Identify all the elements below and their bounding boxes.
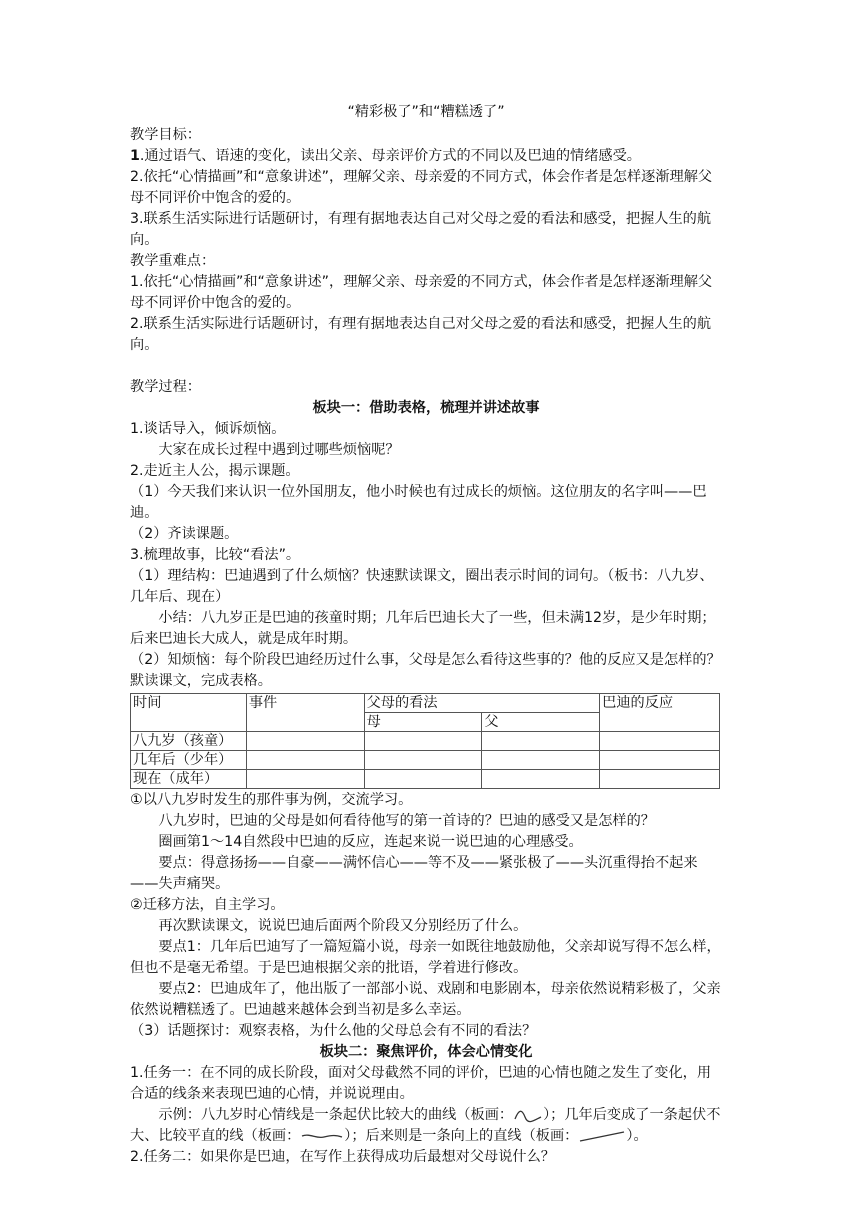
header-parents-view: 父母的看法: [364, 694, 600, 713]
example-text: ）。: [626, 1128, 648, 1144]
header-father: 父: [482, 713, 600, 732]
table-cell[interactable]: [482, 751, 600, 770]
table-cell[interactable]: [600, 732, 720, 751]
keypoint-item-2: 2.联系生活实际进行话题研讨，有理有据地表达自己对父母之爱的看法和感受，把握人生的航向。: [130, 316, 712, 353]
table-cell[interactable]: [364, 751, 482, 770]
document-page: [130, 102, 722, 1168]
step-2-part-2: （2）齐读课题。: [130, 526, 239, 542]
table-row: [131, 751, 720, 770]
example-text: ）；后来则是一条向上的直线（板画：: [344, 1128, 579, 1144]
block1-title: 板块一：借助表格，梳理并讲述故事: [312, 400, 540, 416]
keypoints-heading: 教学重难点：: [130, 253, 216, 269]
table-cell[interactable]: [364, 732, 482, 751]
example-text: ）；几年后变成了一条起伏不大、比较平直的线（板画：: [130, 1107, 721, 1144]
header-time: 时间: [131, 694, 247, 732]
step-1-question: 大家在成长过程中遇到过哪些烦恼呢？: [158, 442, 400, 458]
case-1-question: 八九岁时，巴迪的父母是如何看待他写的第一首诗的？巴迪的感受又是怎样的？: [158, 813, 655, 829]
case-2-keypoint-2: 要点2：巴迪成年了，他出版了一部部小说、戏剧和电影剧本，母亲依然说精彩极了，父亲依然说糟糕透了。巴迪越来越体会到当初是多么幸运。: [130, 981, 721, 1018]
case-2-task: 再次默读课文，说说巴迪后面两个阶段又分别经历了什么。: [158, 918, 528, 934]
rising-line-drawing: [578, 1129, 626, 1143]
row-time: 八九岁（孩童）: [131, 732, 247, 751]
table-cell[interactable]: [482, 732, 600, 751]
goal-item-2: 2.依托“心情描画”和“意象讲述”，理解父亲、母亲爱的不同方式，体会作者是怎样逐渐理解父母不同评价中饱含的爱的。: [130, 169, 713, 206]
case-2: ②迁移方法，自主学习。: [130, 897, 285, 913]
step-3-part-2: （2）知烦恼：每个阶段巴迪经历过什么事，父母是怎么看待这些事的？他的反应又是怎样的？默读课文，完成表格。: [130, 652, 721, 689]
story-table: [130, 693, 720, 789]
flat-curve-drawing: [300, 1130, 344, 1142]
table-cell[interactable]: [364, 770, 482, 789]
table-cell[interactable]: [246, 770, 364, 789]
step-2: 2.走近主人公，揭示课题。: [130, 463, 300, 479]
case-1-keypoint: 要点：得意扬扬——自豪——满怀信心——等不及——紧张极了——头沉重得抬不起来——失声痛哭。: [130, 855, 698, 892]
wavy-curve-drawing: [513, 1107, 543, 1123]
table-cell[interactable]: [246, 732, 364, 751]
step-3-part-1: （1）理结构：巴迪遇到了什么烦恼？快速默读课文，圈出表示时间的词句。（板书：八九岁、几年后、现在）: [130, 568, 714, 605]
task-1: 1.任务一：在不同的成长阶段，面对父母截然不同的评价，巴迪的心情也随之发生了变化，用合适的线条来表现巴迪的心情，并说说理由。: [130, 1065, 712, 1102]
block2-title: 板块二：聚焦评价，体会心情变化: [319, 1044, 533, 1060]
goal-item-3: 3.联系生活实际进行话题研讨，有理有据地表达自己对父母之爱的看法和感受，把握人生的航向。: [130, 211, 712, 248]
table-cell[interactable]: [482, 770, 600, 789]
document-title: “精彩极了”和“糟糕透了”: [347, 104, 505, 120]
header-event: 事件: [246, 694, 364, 732]
case-1: ①以八九岁时发生的那件事为例，交流学习。: [130, 792, 413, 808]
case-1-task: 圈画第1～14自然段中巴迪的反应，连起来说一说巴迪的心理感受。: [158, 834, 583, 850]
task-1-example: [130, 1105, 722, 1147]
row-time: 现在（成年）: [131, 770, 247, 789]
goal-item-1: 1.通过语气、语速的变化，读出父亲、母亲评价方式的不同以及巴迪的情绪感受。: [130, 148, 641, 164]
step-2-part-1: （1）今天我们来认识一位外国朋友，他小时候也有过成长的烦恼。这位朋友的名字叫——巴迪。: [130, 484, 707, 521]
table-cell[interactable]: [600, 751, 720, 770]
spacer: [130, 356, 722, 377]
table-header-row: [131, 694, 720, 713]
example-text: 示例：八九岁时心情线是一条起伏比较大的曲线（板画：: [158, 1107, 514, 1123]
process-heading: 教学过程：: [130, 379, 201, 395]
goals-heading: 教学目标：: [130, 127, 201, 143]
table-row: [131, 770, 720, 789]
task-2: 2.任务二：如果你是巴迪，在写作上获得成功后最想对父母说什么？: [130, 1149, 555, 1165]
goal-text: .通过语气、语速的变化，读出父亲、母亲评价方式的不同以及巴迪的情绪感受。: [139, 148, 641, 164]
header-reaction: 巴迪的反应: [600, 694, 720, 732]
case-2-keypoint-1: 要点1：几年后巴迪写了一篇短篇小说，母亲一如既往地鼓励他，父亲却说写得不怎么样，但也不是毫无希望。于是巴迪根据父亲的批语，学着进行修改。: [130, 939, 721, 976]
step-3-summary: 小结：八九岁正是巴迪的孩童时期；几年后巴迪长大了一些，但未满12岁，是少年时期；后来巴迪长大成人，就是成年时期。: [130, 610, 716, 647]
step-3-part-3: （3）话题探讨：观察表格，为什么他的父母总会有不同的看法？: [130, 1023, 537, 1039]
step-1: 1.谈话导入，倾诉烦恼。: [130, 421, 286, 437]
header-mother: 母: [364, 713, 482, 732]
row-time: 几年后（少年）: [131, 751, 247, 770]
keypoint-item-1: 1.依托“心情描画”和“意象讲述”，理解父亲、母亲爱的不同方式，体会作者是怎样逐渐理解父母不同评价中饱含的爱的。: [130, 274, 713, 311]
table-cell[interactable]: [600, 770, 720, 789]
table-cell[interactable]: [246, 751, 364, 770]
step-3: 3.梳理故事，比较“看法”。: [130, 547, 301, 563]
table-row: [131, 732, 720, 751]
